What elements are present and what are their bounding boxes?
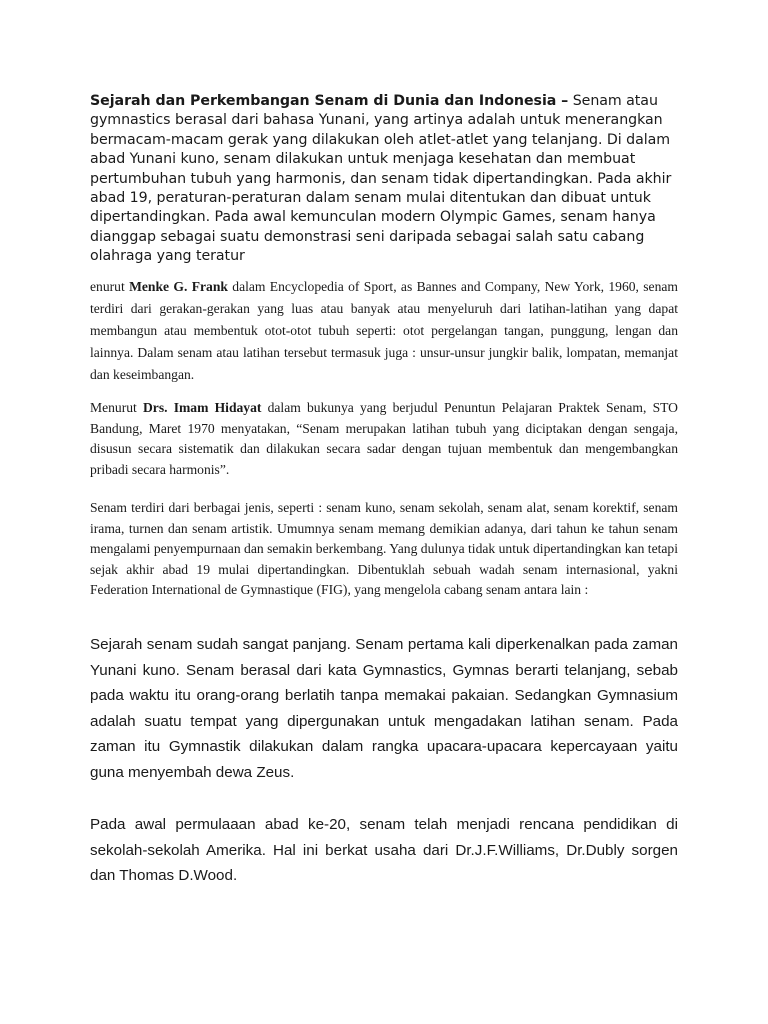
intro-paragraph bbox=[90, 92, 678, 267]
paragraph-lead-text: Menurut bbox=[90, 400, 143, 415]
article-title: Sejarah dan Perkembangan Senam di Dunia dan Indonesia – bbox=[90, 93, 569, 109]
menke-frank-paragraph bbox=[90, 276, 678, 386]
intro-body-text: Senam atau gymnastics berasal dari bahasa Yunani, yang artinya adalah untuk menerangkan bermacam-macam gerak yang dilakukan oleh atlet-atlet yang telanjang. Di dalam abad Yunani kuno, senam dilakukan untuk menjaga kesehatan dan membuat pertumbuhan tubuh yang harmonis, dan senam tidak dipertandingkan. Pada akhir abad 19, peraturan-peraturan dalam senam mulai ditentukan dan dibuat untuk dipertandingkan. Pada awal kemunculan modern Olympic Games, senam hanya dianggap sebagai suatu demonstrasi seni daripada sebagai salah satu cabang olahraga yang teratur bbox=[90, 93, 672, 265]
paragraph-body-text: dalam bukunya yang berjudul Penuntun Pelajaran Praktek Senam, STO Bandung, Maret 1970 menyatakan, “Senam merupakan latihan tubuh yang diciptakan dengan sengaja, disusun secara sistematik dan dilakukan secara sadar dengan tujuan membentuk dan mengembangkan pribadi secara harmonis”. bbox=[90, 400, 678, 477]
paragraph-body-text: dalam Encyclopedia of Sport, as Bannes and Company, New York, 1960, senam terdiri dari gerakan-gerakan yang luas atau banyak atau menyeluruh dari latihan-latihan yang dapat membangun atau membentuk otot-otot tubuh seperti: otot pergelangan tangan, punggung, lengan dan lainnya. Dalam senam atau latihan tersebut termasuk juga : unsur-unsur jungkir balik, lompatan, memanjat dan keseimbangan. bbox=[90, 279, 678, 382]
paragraph-lead-text: enurut bbox=[90, 279, 130, 294]
author-name-imam-hidayat: Drs. Imam Hidayat bbox=[142, 400, 262, 415]
gymnastics-types-paragraph: Senam terdiri dari berbagai jenis, seperti : senam kuno, senam sekolah, senam alat, senam korektif, senam irama, turnen dan senam artistik. Umumnya senam memang demikian adanya, dari tahun ke tahun senam mengalami penyempurnaan dan semakin berkembang. Yang dulunya tidak untuk dipertandingkan kan tetapi sejak akhir abad 19 mulai dipertandingkan. Dibentuklah sebuah wadah senam internasional, yakni Federation International de Gymnastique (FIG), yang mengelola cabang senam antara lain : bbox=[90, 500, 678, 597]
gymnastics-history-paragraph: Sejarah senam sudah sangat panjang. Senam pertama kali diperkenalkan pada zaman Yunani kuno. Senam berasal dari kata Gymnastics, Gymnas berarti telanjang, sebab pada waktu itu orang-orang berlatih tanpa memakai pakaian. Sedangkan Gymnasium adalah suatu tempat yang dipergunakan untuk mengadakan latihan senam. Pada zaman itu Gymnastik dilakukan dalam rangka upacara-upacara kepercayaan yaitu guna menyembah dewa Zeus. bbox=[90, 636, 678, 781]
author-name-menke-frank: Menke G. Frank bbox=[129, 279, 228, 294]
imam-hidayat-paragraph bbox=[90, 398, 678, 480]
twentieth-century-paragraph: Pada awal permulaaan abad ke-20, senam telah menjadi rencana pendidikan di sekolah-sekolah Amerika. Hal ini berkat usaha dari Dr.J.F.Williams, Dr.Dubly sorgen dan Thomas D.Wood. bbox=[90, 816, 678, 884]
